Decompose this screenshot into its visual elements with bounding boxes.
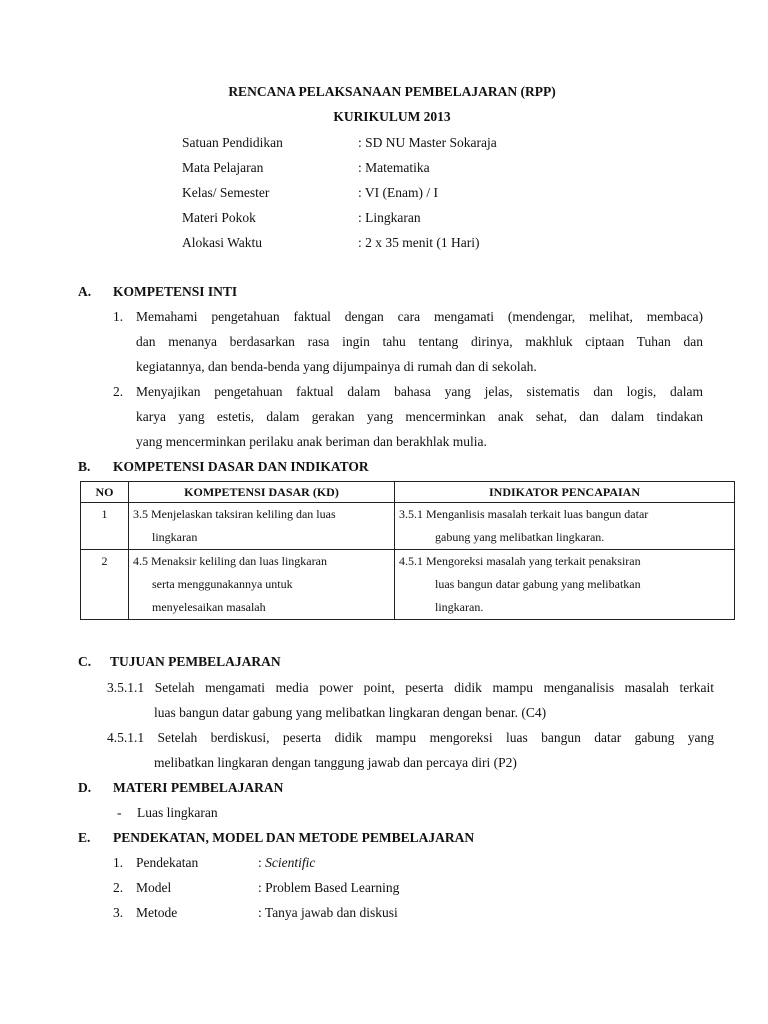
- section-e-heading: PENDEKATAN, MODEL DAN METODE PEMBELAJARAN: [113, 830, 475, 845]
- approach-value: [258, 855, 315, 871]
- kd-line: menyelesaikan masalah: [152, 600, 266, 614]
- indicator-line: 4.5.1 Mengoreksi masalah yang terkait penaksiran: [399, 554, 641, 568]
- identity-value-time: : 2 x 35 menit (1 Hari): [358, 235, 480, 250]
- identity-label-time: Alokasi Waktu: [182, 235, 263, 250]
- model-value: [258, 880, 399, 896]
- identity-label-subject: Mata Pelajaran: [182, 160, 264, 175]
- section-a-heading: KOMPETENSI INTI: [113, 284, 238, 299]
- row-indicator: [395, 550, 735, 620]
- objective-1-line-1: 3.5.1.1 Setelah mengamati media power point, peserta didik mampu menganalisis masalah terkait: [107, 680, 714, 695]
- ki-line-1-2: dan menanya berdasarkan rasa ingin tahu tentang dirinya, makhluk ciptaan Tuhan dan: [136, 334, 703, 349]
- identity-value-class: : VI (Enam) / I: [358, 185, 438, 200]
- kd-line: 4.5 Menaksir keliling dan luas lingkaran: [133, 554, 327, 568]
- method-value: [258, 905, 398, 921]
- objective-2-line-2: melibatkan lingkaran dengan tanggung jawab dan percaya diri (P2): [154, 755, 517, 770]
- model-number: 2.: [113, 880, 124, 895]
- section-a-letter: A.: [78, 284, 92, 299]
- header-indicator: INDIKATOR PENCAPAIAN: [395, 482, 735, 503]
- section-c-heading: TUJUAN PEMBELAJARAN: [110, 654, 281, 669]
- approach-colon: :: [258, 855, 266, 870]
- approach-number: 1.: [113, 855, 124, 870]
- identity-value-school: : SD NU Master Sokaraja: [358, 135, 497, 150]
- table-row: [81, 503, 735, 550]
- kd-line: 3.5 Menjelaskan taksiran keliling dan luas: [133, 507, 336, 521]
- section-d-heading: MATERI PEMBELAJARAN: [113, 780, 284, 795]
- table-header-row: [81, 482, 735, 503]
- model-colon: :: [258, 880, 266, 895]
- ki-number-2: 2.: [113, 384, 124, 399]
- method-number: 3.: [113, 905, 124, 920]
- objective-2-line-1: 4.5.1.1 Setelah berdiskusi, peserta didik mampu mengoreksi luas bangun datar gabung yang: [107, 730, 714, 745]
- model-label: Model: [136, 880, 172, 895]
- kd-line: serta menggunakannya untuk: [152, 577, 293, 591]
- section-c-letter: C.: [78, 654, 92, 669]
- identity-label-school: Satuan Pendidikan: [182, 135, 283, 150]
- indicator-line: lingkaran.: [435, 600, 484, 614]
- method-value-text: Tanya jawab dan diskusi: [264, 905, 398, 920]
- material-item: Luas lingkaran: [137, 805, 218, 820]
- approach-label: Pendekatan: [136, 855, 199, 870]
- row-no: 1: [81, 503, 129, 550]
- identity-label-class: Kelas/ Semester: [182, 185, 270, 200]
- header-no: NO: [81, 482, 129, 503]
- model-value-text: Problem Based Learning: [265, 880, 400, 895]
- ki-number-1: 1.: [113, 309, 124, 324]
- row-indicator: [395, 503, 735, 550]
- kd-line: lingkaran: [152, 530, 198, 544]
- row-no: 2: [81, 550, 129, 620]
- identity-label-topic: Materi Pokok: [182, 210, 256, 225]
- section-b-heading: KOMPETENSI DASAR DAN INDIKATOR: [113, 459, 369, 474]
- section-b-letter: B.: [78, 459, 91, 474]
- document-title: RENCANA PELAKSANAAN PEMBELAJARAN (RPP): [228, 84, 556, 99]
- indicator-line: gabung yang melibatkan lingkaran.: [435, 530, 605, 544]
- row-kd: [129, 550, 395, 620]
- indicator-line: 3.5.1 Menganlisis masalah terkait luas bangun datar: [399, 507, 649, 521]
- ki-line-2-3: yang mencerminkan perilaku anak beriman dan berakhlak mulia.: [136, 434, 487, 449]
- material-bullet: -: [117, 805, 122, 820]
- method-colon: :: [258, 905, 265, 920]
- table-row: [81, 550, 735, 620]
- section-e-letter: E.: [78, 830, 91, 845]
- approach-value-text: Scientific: [265, 855, 316, 870]
- section-d-letter: D.: [78, 780, 92, 795]
- indicator-line: luas bangun datar gabung yang melibatkan: [435, 577, 641, 591]
- row-kd: [129, 503, 395, 550]
- header-kd: KOMPETENSI DASAR (KD): [129, 482, 395, 503]
- ki-line-2-2: karya yang estetis, dalam gerakan yang mencerminkan anak sehat, dan dalam tindakan: [136, 409, 703, 424]
- objective-1-line-2: luas bangun datar gabung yang melibatkan lingkaran dengan benar. (C4): [154, 705, 547, 720]
- ki-line-2-1: Menyajikan pengetahuan faktual dalam bahasa yang jelas, sistematis dan logis, dalam: [136, 384, 703, 399]
- method-label: Metode: [136, 905, 178, 920]
- ki-line-1-3: kegiatannya, dan benda-benda yang dijumpainya di rumah dan di sekolah.: [136, 359, 537, 374]
- document-subtitle: KURIKULUM 2013: [333, 109, 451, 124]
- ki-line-1-1: Memahami pengetahuan faktual dengan cara mengamati (mendengar, melihat, membaca): [136, 309, 703, 324]
- kd-indicator-table: [80, 481, 735, 620]
- identity-value-subject: : Matematika: [358, 160, 430, 175]
- identity-value-topic: : Lingkaran: [358, 210, 421, 225]
